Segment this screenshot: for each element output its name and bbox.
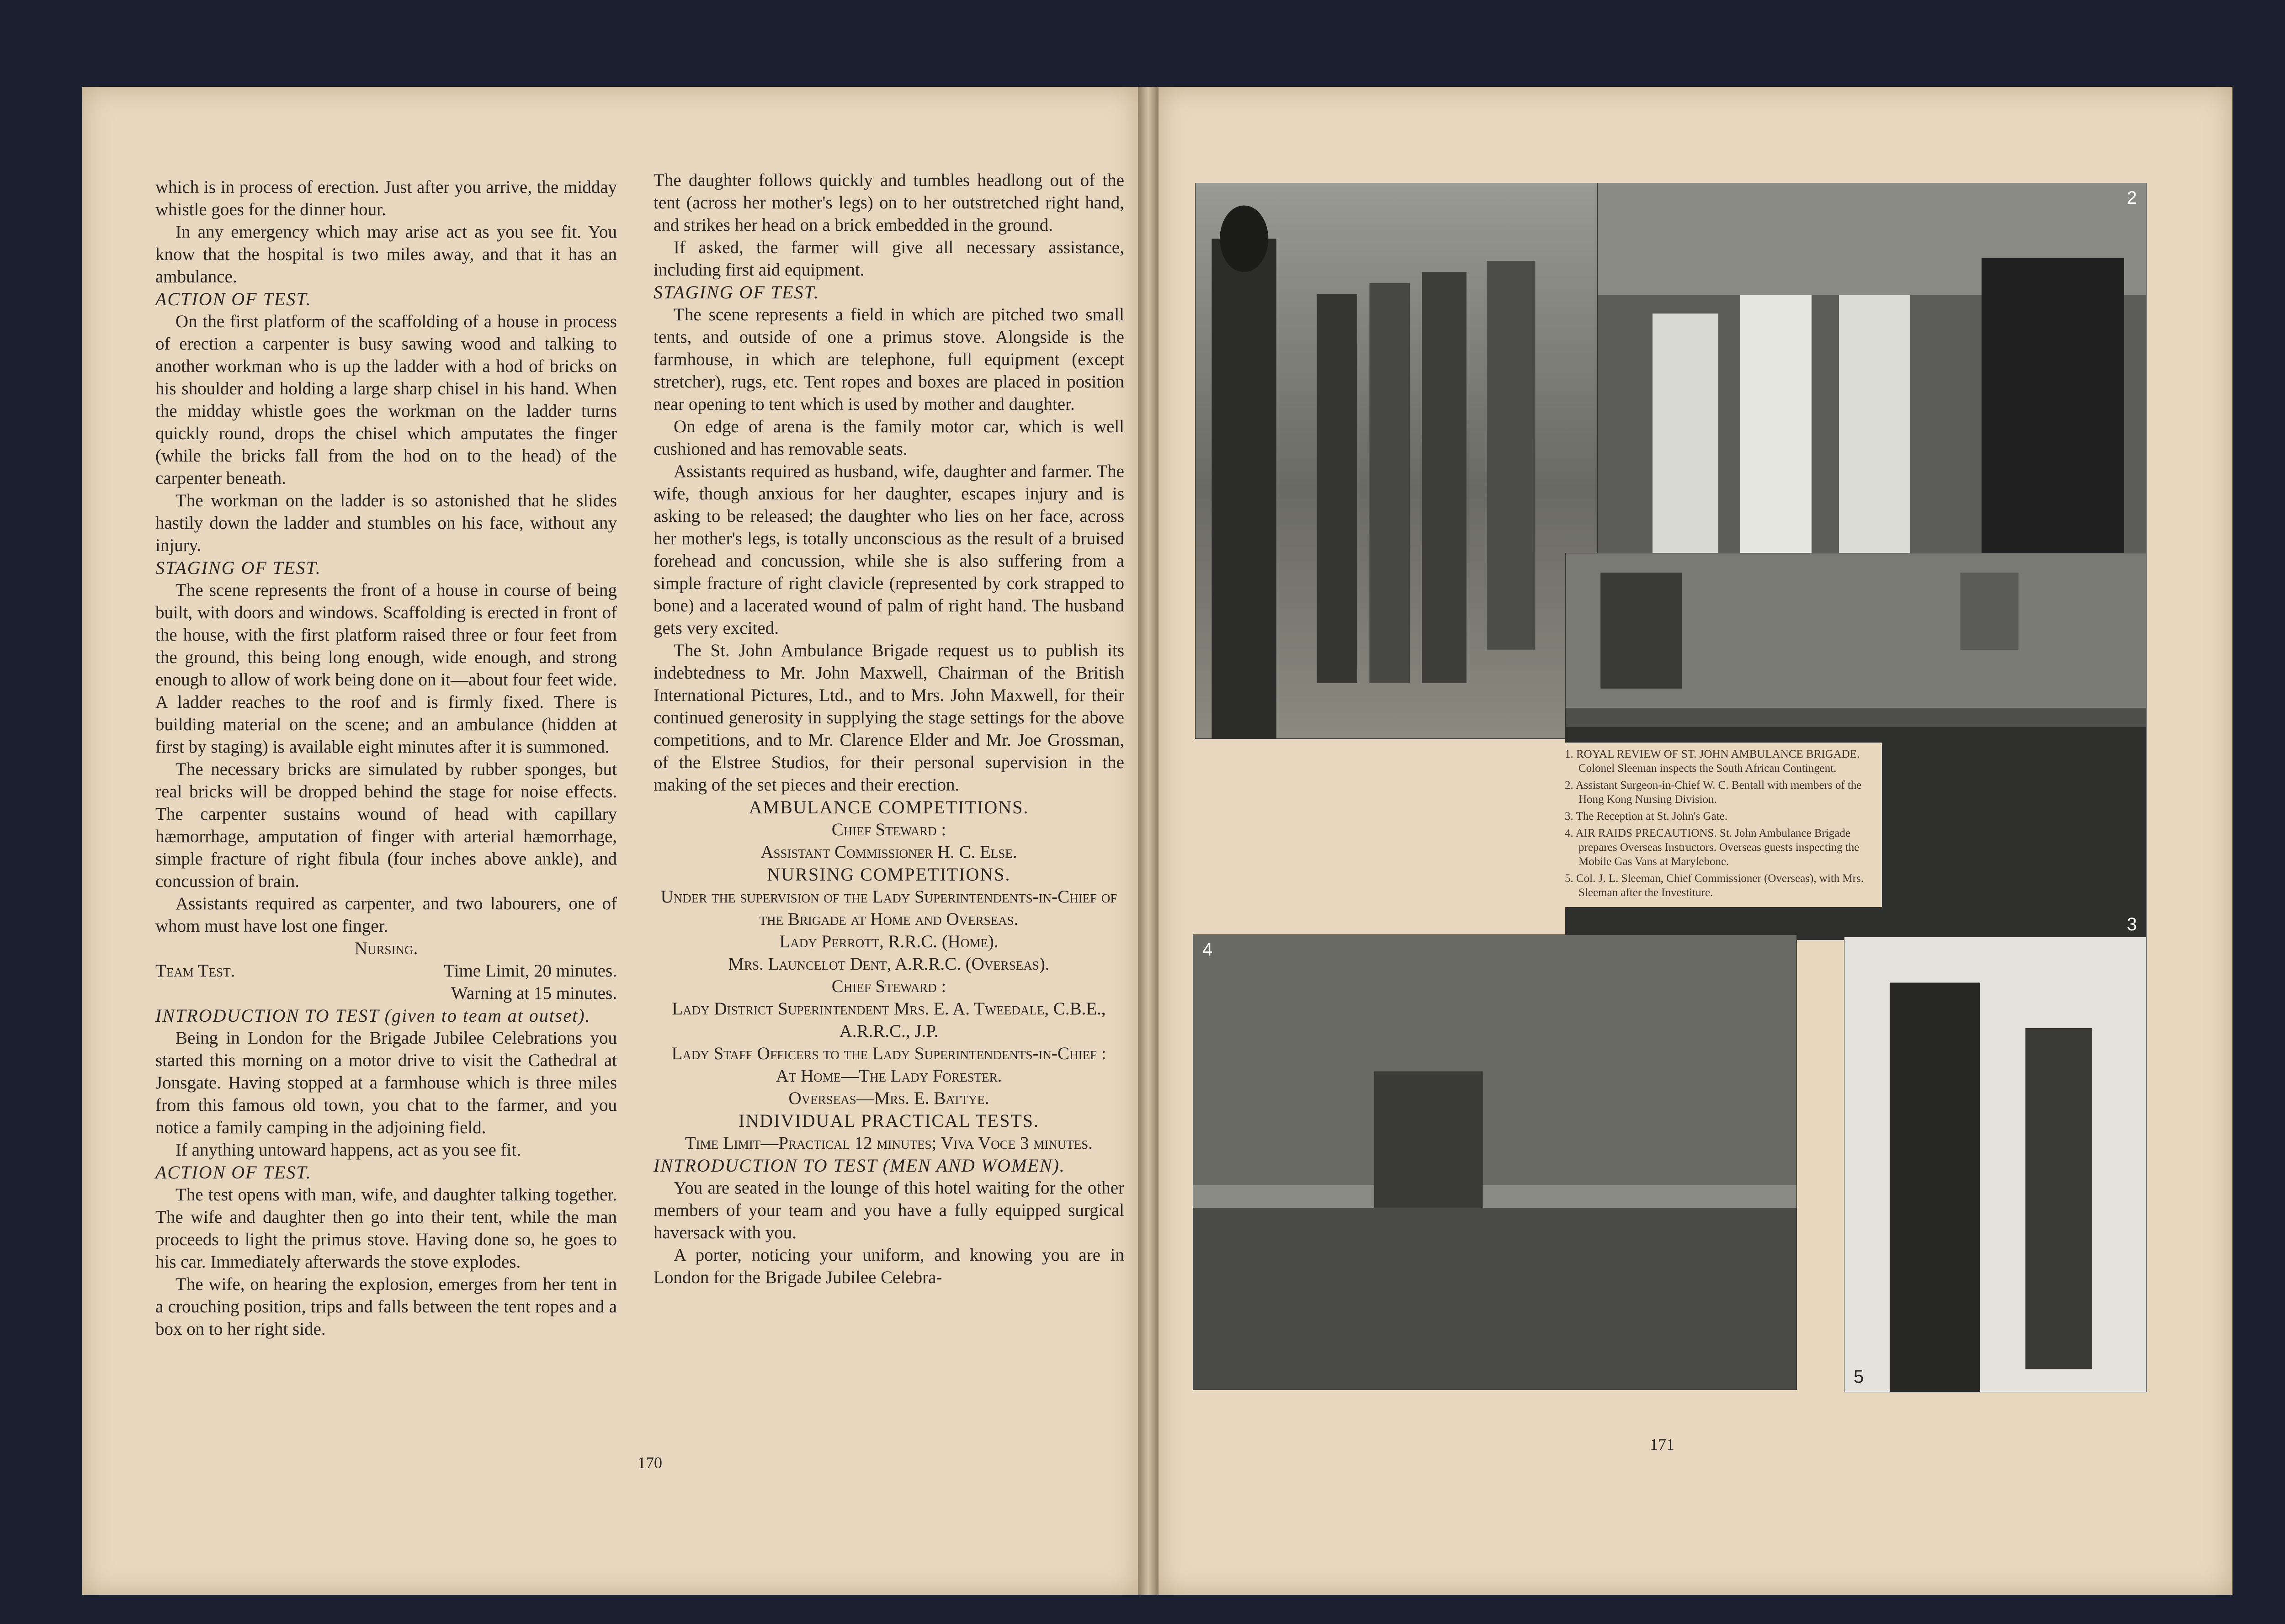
section-heading: STAGING OF TEST. [654, 282, 819, 303]
photo-sleeman-investiture [1844, 937, 2147, 1392]
centered-line: At Home—The Lady Forester. [776, 1066, 1002, 1086]
photo-number-4: 4 [1202, 939, 1213, 960]
caption-item: 4. AIR RAIDS PRECAUTIONS. St. John Ambulance Brigade prepares Overseas Instructors. Overseas guests inspecting the Mobile Gas Vans at Marylebone. [1565, 827, 1860, 868]
caption-item: 3. The Reception at St. John's Gate. [1565, 810, 1728, 823]
competition-heading: NURSING COMPETITIONS. [767, 864, 1011, 885]
paragraph: The necessary bricks are simulated by rubber sponges, but real bricks will be dropped behind the stage for noise effects. The carpenter sustains wound of head with capillary hæmorrhage, amputation of finger with arterial hæmorrhage, simple fracture of right fibula (four inches above ankle), and concussion of brain. [155, 759, 617, 891]
section-heading: STAGING OF TEST. [155, 557, 321, 578]
centered-line: Chief Steward : [831, 977, 946, 996]
paragraph: If anything untoward happens, act as you see fit. [175, 1140, 521, 1160]
photo-captions [1558, 743, 1882, 907]
paragraph: The workman on the ladder is so astonished that he slides hastily down the ladder and stumbles on his face, without any injury. [155, 491, 617, 555]
photo-number-5: 5 [1854, 1367, 1864, 1387]
centered-line: Under the supervision of the Lady Superintendents-in-Chief of the Brigade at Home and Overseas. [660, 887, 1117, 929]
paragraph: Assistants required as carpenter, and two labourers, one of whom must have lost one finger. [155, 894, 617, 936]
centered-line: Lady District Superintendent Mrs. E. A. Tweedale, C.B.E., A.R.R.C., J.P. [672, 999, 1106, 1041]
paragraph: The St. John Ambulance Brigade request us to publish its indebtedness to Mr. John Maxwell, Chairman of the British International Pictures, Ltd., and to Mrs. John Maxwell, for their continued generosity in supplying the stage settings for the above competitions, and to Mr. Clarence Elder and Mr. Joe Grossman, of the Elstree Studios, for their personal supervision in the making of the set pieces and their erection. [654, 641, 1124, 795]
section-heading: INTRODUCTION TO TEST (given to team at outset). [155, 1005, 591, 1026]
paragraph: The test opens with man, wife, and daughter talking together. The wife and daughter then go into their tent, while the man proceeds to light the primus stove. Having done so, he goes to his car. Immediately afterwards the stove explodes. [155, 1185, 617, 1272]
centered-line: Mrs. Launcelot Dent, A.R.R.C. (Overseas). [728, 954, 1050, 974]
paragraph: A porter, noticing your uniform, and knowing you are in London for the Brigade Jubilee Celebra- [654, 1245, 1124, 1287]
paragraph: In any emergency which may arise act as you see fit. You know that the hospital is two miles away, and that it has an ambulance. [155, 222, 617, 287]
page-number-right: 171 [1650, 1435, 1674, 1454]
caption-item: 5. Col. J. L. Sleeman, Chief Commissioner (Overseas), with Mrs. Sleeman after the Investiture. [1565, 872, 1864, 899]
photo-number-2: 2 [2126, 188, 2137, 208]
centered-line: Lady Perrott, R.R.C. (Home). [779, 932, 999, 951]
paragraph: which is in process of erection. Just after you arrive, the midday whistle goes for the dinner hour. [155, 177, 617, 219]
centered-line: Lady Staff Officers to the Lady Superintendents-in-Chief : [671, 1044, 1106, 1063]
row-value: Time Limit, 20 minutes. [444, 961, 617, 981]
paragraph: You are seated in the lounge of this hotel waiting for the other members of your team and you have a fully equipped surgical haversack with you. [654, 1178, 1124, 1242]
centered-line: Time Limit—Practical 12 minutes; Viva Voce 3 minutes. [685, 1133, 1093, 1153]
caption-item: 1. ROYAL REVIEW OF ST. JOHN AMBULANCE BRIGADE. Colonel Sleeman inspects the South African Contingent. [1565, 748, 1860, 775]
left-column-2 [654, 169, 1124, 1289]
paragraph: The wife, on hearing the explosion, emerges from her tent in a crouching position, trips and falls between the tent ropes and a box on to her right side. [155, 1274, 617, 1339]
paragraph: The daughter follows quickly and tumbles headlong out of the tent (across her mother's legs) on to her outstretched right hand, and strikes her head on a brick embedded in the ground. [654, 170, 1124, 235]
section-heading: INTRODUCTION TO TEST (MEN AND WOMEN). [654, 1155, 1065, 1176]
section-heading: ACTION OF TEST. [155, 289, 312, 309]
row-label: Team Test. [155, 961, 235, 981]
row-value: Warning at 15 minutes. [451, 983, 617, 1003]
paragraph: The scene represents the front of a house in course of being built, with doors and windows. Scaffolding is erected in front of the house, with the first platform raised three or four feet from the ground, this being long enough, wide enough, and strong enough to allow of work being done on it—about four feet wide. A ladder reaches to the roof and is firmly fixed. There is building material on the scene; and an ambulance (hidden at first by staging) is available eight minutes after it is summoned. [155, 580, 617, 757]
paragraph: If asked, the farmer will give all necessary assistance, including first aid equipment. [654, 238, 1124, 280]
photo-hong-kong-nursing [1597, 183, 2147, 556]
text-row [155, 960, 617, 982]
photo-mobile-gas-vans [1193, 934, 1797, 1390]
photo-royal-review [1195, 183, 1600, 739]
left-column-1 [155, 176, 617, 1340]
centered-line: Overseas—Mrs. E. Battye. [788, 1088, 989, 1108]
book-gutter [1138, 87, 1158, 1595]
page-number-left: 170 [638, 1454, 662, 1472]
text-row [155, 982, 617, 1004]
paragraph: On edge of arena is the family motor car, which is well cushioned and has removable seats. [654, 417, 1124, 459]
competition-heading: INDIVIDUAL PRACTICAL TESTS. [738, 1110, 1040, 1131]
paragraph: On the first platform of the scaffolding of a house in process of erection a carpenter is busy sawing wood and talking to another workman who is up the ladder with a hod of bricks on his shoulder and holding a large sharp chisel in his hand. When the midday whistle goes the workman on the ladder turns quickly round, drops the chisel which amputates the finger (while the bricks fall from the hod on to the head) of the carpenter beneath. [155, 312, 617, 488]
photo-number-3: 3 [2126, 914, 2137, 934]
paragraph: Being in London for the Brigade Jubilee Celebrations you started this morning on a motor drive to visit the Cathedral at Jonsgate. Having stopped at a farmhouse which is three miles from this famous old town, you chat to the farmer, and you notice a family camping in the adjoining field. [155, 1028, 617, 1137]
centered-line: Chief Steward : [831, 820, 946, 839]
caption-item: 2. Assistant Surgeon-in-Chief W. C. Bentall with members of the Hong Kong Nursing Division. [1565, 779, 1862, 806]
centered-line: Nursing. [354, 939, 418, 958]
paragraph: Assistants required as husband, wife, daughter and farmer. The wife, though anxious for her daughter, escapes injury and is asking to be released; the daughter who lies on her face, across her mother's legs, is totally unconscious as the result of a bruised forehead and concussion, while she is also suffering from a simple fracture of right clavicle (represented by cork strapped to bone) and a lacerated wound of palm of right hand. The husband gets very excited. [654, 462, 1124, 638]
centered-line: Assistant Commissioner H. C. Else. [760, 842, 1017, 862]
competition-heading: AMBULANCE COMPETITIONS. [749, 797, 1029, 817]
paragraph: The scene represents a field in which are pitched two small tents, and outside of one a primus stove. Alongside is the farmhouse, in which are telephone, full equipment (except stretcher), rugs, etc. Tent ropes and boxes are placed in position near opening to tent which is used by mother and daughter. [654, 305, 1124, 414]
section-heading: ACTION OF TEST. [155, 1162, 312, 1183]
